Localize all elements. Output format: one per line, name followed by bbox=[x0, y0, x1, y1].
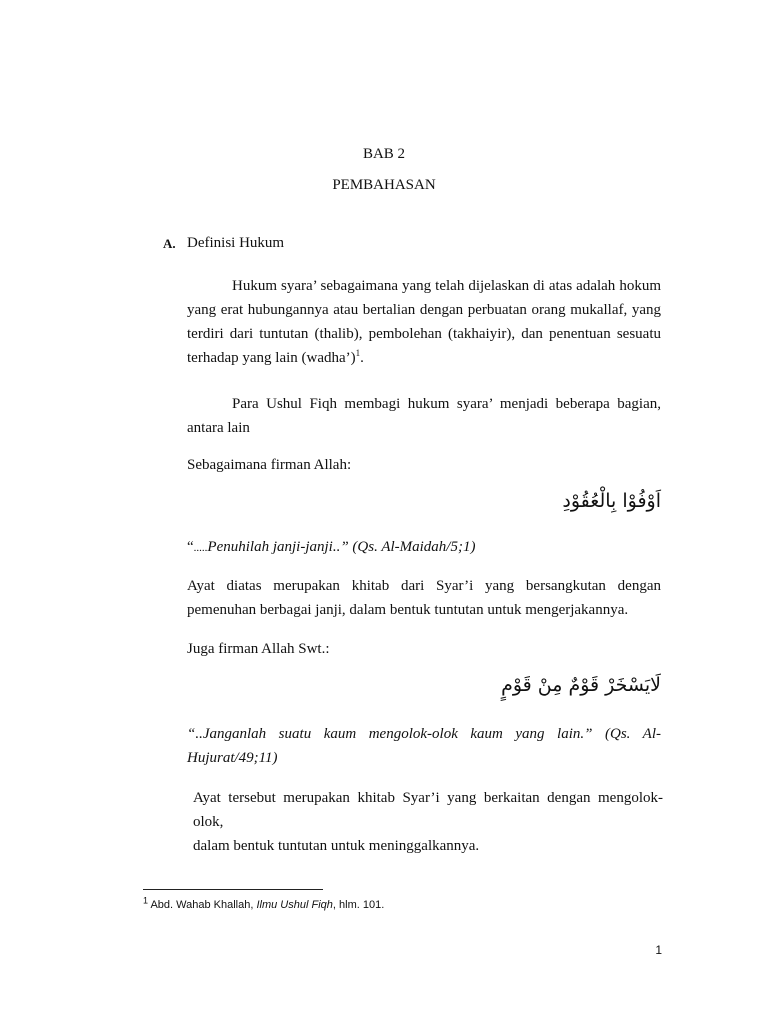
paragraph-line bbox=[187, 346, 661, 370]
chapter-title: PEMBAHASAN bbox=[332, 177, 436, 193]
footnote-number: 1 bbox=[143, 895, 149, 906]
paragraph-line: dalam bentuk tuntutan untuk meninggalkannya. bbox=[193, 838, 480, 854]
footnote bbox=[143, 895, 385, 911]
paragraph-line: antara lain bbox=[187, 420, 250, 436]
paragraph-division bbox=[187, 392, 661, 440]
paragraph-line: Hukum syara’ sebagaimana yang telah dijelaskan di atas adalah hokum bbox=[232, 278, 661, 294]
ellipsis: “.. bbox=[187, 726, 203, 742]
paragraph-text: terhadap yang lain (wadha’) bbox=[187, 350, 356, 366]
arabic-verse-1: اَوْفُوْا بِالْعُقُوْدِ bbox=[562, 490, 661, 512]
paragraph-explanation-1 bbox=[187, 574, 661, 622]
paragraph-intro-verse-2: Juga firman Allah Swt.: bbox=[187, 641, 330, 657]
footnote-author: Abd. Wahab Khallah, bbox=[148, 899, 257, 911]
quote-mark: “ bbox=[187, 539, 194, 555]
footnote-ref: 1 bbox=[355, 348, 361, 358]
ellipsis: ..... bbox=[193, 542, 208, 554]
verse-2-translation bbox=[187, 722, 661, 770]
translation-text: Penuhilah janji-janji bbox=[207, 539, 333, 555]
chapter-number: BAB 2 bbox=[362, 146, 406, 162]
paragraph-line: Para Ushul Fiqh membagi hukum syara’ menjadi beberapa bagian, bbox=[232, 396, 661, 412]
footnote-book: Ilmu Ushul Fiqh bbox=[256, 899, 333, 911]
footnote-separator bbox=[143, 889, 323, 890]
page-number: 1 bbox=[655, 943, 662, 957]
paragraph-text: . bbox=[360, 350, 364, 366]
translation-text: Janganlah suatu kaum mengolok-olok kaum yang lain bbox=[202, 726, 581, 742]
paragraph-line: Ayat tersebut merupakan khitab Syar’i yang berkaitan dengan mengolok-olok, bbox=[193, 790, 663, 830]
footnote-page: , hlm. 101. bbox=[332, 899, 385, 911]
translation-line bbox=[187, 722, 661, 746]
verse-reference: .” (Qs. Al- bbox=[580, 726, 661, 742]
paragraph-line: Ayat diatas merupakan khitab dari Syar’i yang bersangkutan dengan bbox=[187, 578, 661, 594]
section-letter: A. bbox=[163, 236, 176, 251]
paragraph-explanation-2 bbox=[193, 786, 663, 858]
paragraph-definition bbox=[187, 274, 661, 370]
paragraph-line: yang erat hubungannya atau bertalian dengan perbuatan orang mukallaf, yang bbox=[187, 302, 661, 318]
translation-line: Hujurat/49;11) bbox=[187, 750, 278, 766]
paragraph-line: terdiri dari tuntutan (thalib), pembolehan (takhaiyir), dan penentuan sesuatu bbox=[187, 326, 661, 342]
paragraph-intro-verse: Sebagaimana firman Allah: bbox=[187, 457, 352, 473]
paragraph-line: pemenuhan berbagai janji, dalam bentuk tuntutan untuk mengerjakannya. bbox=[187, 602, 629, 618]
arabic-verse-2: لَايَسْخَرْ قَوْمٌ مِنْ قَوْمٍ bbox=[501, 674, 661, 696]
section-heading: Definisi Hukum bbox=[187, 235, 285, 251]
verse-reference: ..” (Qs. Al-Maidah/5;1) bbox=[332, 539, 476, 555]
verse-1-translation bbox=[187, 539, 475, 556]
